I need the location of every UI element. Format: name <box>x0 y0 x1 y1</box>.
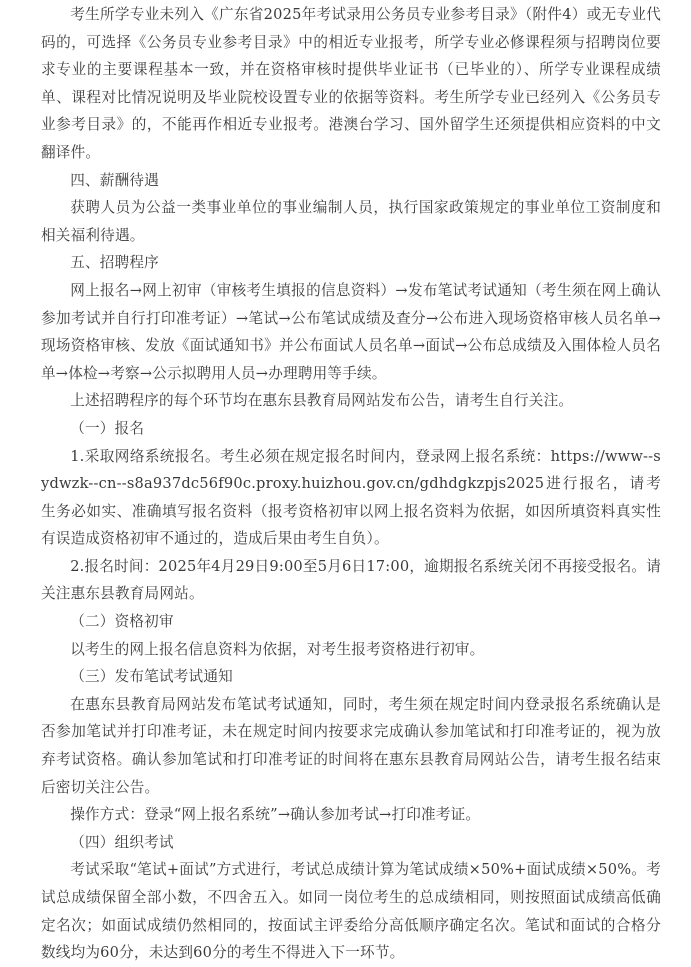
paragraph-salary: 获聘人员为公益一类事业单位的事业编制人员，执行国家政策规定的事业单位工资制度和相关福利待遇。 <box>41 199 661 244</box>
paragraph-online-registration: 1.采取网络系统报名。考生必须在规定报名时间内，登录网上报名系统：https://www--sydwzk--cn--s8a937dc56f90c.proxy.huizhou.gov.cn/gdhdgkzpjs2025进行报名，请考生务必如实、准确填写报名资料（报考资格初审以网上报名资料为依据，如因所填资料真实性有误造成资格初审不通过的，造成后果由考生自负）。 <box>41 447 661 548</box>
paragraph-initial-review: 以考生的网上报名信息资料为依据，对考生报考资格进行初审。 <box>70 640 485 658</box>
paragraph-major-rules: 考生所学专业未列入《广东省2025年考试录用公务员专业参考目录》（附件4）或无专业代码的，可选择《公务员专业参考目录》中的相近专业报考，所学专业必修课程须与招聘岗位要求专业的主要课程基本一致，并在资格审核时提供毕业证书（已毕业的）、所学专业课程成绩单、课程对比情况说明及毕业院校设置专业的依据等资料。考生所学专业已经列入《公务员专业参考目录》的，不能再作相近专业报考。港澳台学习、国外留学生还须提供相应资料的中文翻译件。 <box>41 6 661 161</box>
heading-procedure: 五、招聘程序 <box>70 254 159 272</box>
paragraph-announcement: 上述招聘程序的每个环节均在惠东县教育局网站发布公告，请考生自行关注。 <box>70 392 574 410</box>
heading-salary: 四、薪酬待遇 <box>70 171 159 189</box>
subheading-registration: （一）报名 <box>70 419 145 437</box>
subheading-organize-exam: （四）组织考试 <box>70 833 174 851</box>
paragraph-operation-method: 操作方式：登录“网上报名系统”→确认参加考试→打印准考证。 <box>70 806 481 824</box>
paragraph-registration-time: 2.报名时间：2025年4月29日9:00至5月6日17:00，逾期报名系统关闭不再接受报名。请关注惠东县教育局网站。 <box>41 557 661 603</box>
document-body <box>41 0 661 967</box>
paragraph-exam-scoring: 考试采取“笔试+面试”方式进行，考试总成绩计算为笔试成绩×50%+面试成绩×50%。考试总成绩保留全部小数，不四舍五入。如同一岗位考生的总成绩相同，则按照面试成绩高低确定名次；如面试成绩仍然相同的，按面试主评委给分高低顺序确定名次。笔试和面试的合格分数线均为60分，未达到60分的考生不得进入下一环节。 <box>41 861 661 962</box>
paragraph-procedure-flow: 网上报名→网上初审（审核考生填报的信息资料）→发布笔试考试通知（考生须在网上确认参加考试并自行打印准考证）→笔试→公布笔试成绩及查分→公布进入现场资格审核人员名单→现场资格审核、发放《面试通知书》并公布面试人员名单→面试→公布总成绩及入围体检人员名单→体检→考察→公示拟聘用人员→办理聘用等手续。 <box>41 281 661 382</box>
subheading-exam-notice: （三）发布笔试考试通知 <box>70 668 233 686</box>
subheading-initial-review: （二）资格初审 <box>70 613 174 631</box>
paragraph-exam-notice: 在惠东县教育局网站发布笔试考试通知，同时，考生须在规定时间内登录报名系统确认是否参加笔试并打印准考证，未在规定时间内按要求完成确认参加笔试和打印准考证的，视为放弃考试资格。确认参加笔试和打印准考证的时间将在惠东县教育局网站公告，请考生报名结束后密切关注公告。 <box>41 695 661 796</box>
